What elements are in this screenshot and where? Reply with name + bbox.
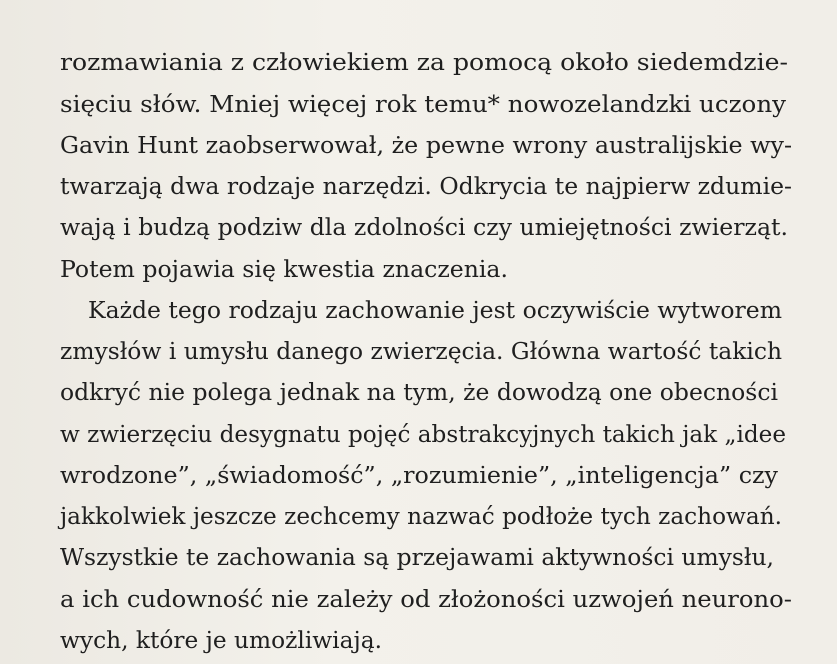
text-line: Wszystkie te zachowania są przejawami aktywności umysłu, <box>60 545 774 571</box>
text-line: a ich cudowność nie zależy od złożoności uzwojeń neurono- <box>60 587 792 613</box>
text-line: odkryć nie polega jednak na tym, że dowodzą one obecności <box>60 380 779 406</box>
text-line: w zwierzęciu desygnatu pojęć abstrakcyjnych takich jak „idee <box>60 422 786 448</box>
text-line: wają i budzą podziw dla zdolności czy umiejętności zwierząt. <box>60 215 788 241</box>
text-line: rozmawiania z człowiekiem za pomocą około siedemdzie- <box>60 50 788 76</box>
text-line: Potem pojawia się kwestia znaczenia. <box>60 257 509 283</box>
text-line: wych, które je umożliwiają. <box>60 628 382 654</box>
text-line: zmysłów i umysłu danego zwierzęcia. Główna wartość takich <box>60 339 782 365</box>
text-line: Gavin Hunt zaobserwował, że pewne wrony australijskie wy- <box>60 133 793 159</box>
text-line: jakkolwiek jeszcze zechcemy nazwać podłoże tych zachowań. <box>60 504 782 530</box>
text-line: Każde tego rodzaju zachowanie jest oczywiście wytworem <box>88 298 782 324</box>
text-line: twarzają dwa rodzaje narzędzi. Odkrycia te najpierw zdumie- <box>60 174 792 200</box>
text-line: wrodzone”, „świadomość”, „rozumienie”, „inteligencja” czy <box>60 463 778 489</box>
text-line: sięciu słów. Mniej więcej rok temu* nowozelandzki uczony <box>60 92 786 118</box>
